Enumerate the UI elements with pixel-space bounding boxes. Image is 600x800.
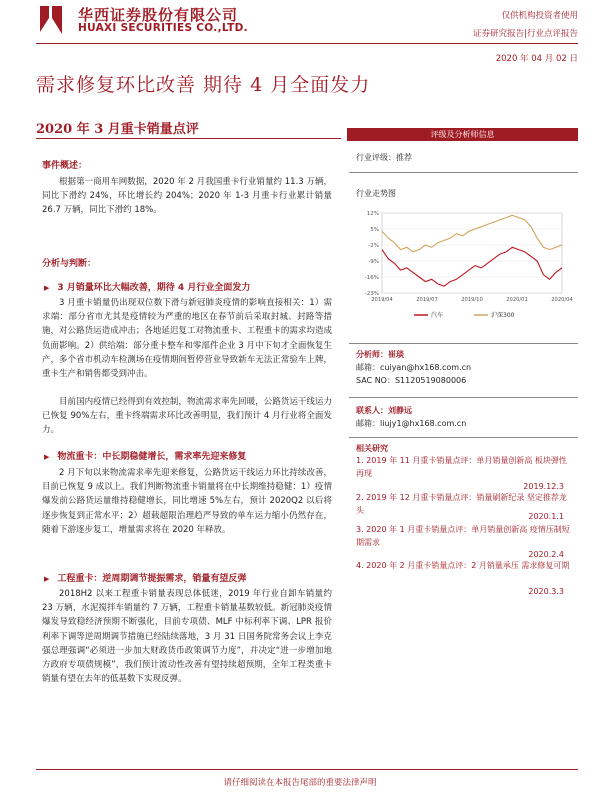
- chart-x-tick-label: 2020/01: [506, 297, 528, 303]
- chart-series-line: [382, 215, 562, 252]
- chart-y-tick-label: -9%: [368, 259, 379, 265]
- related-report-1[interactable]: 1. 2019 年 11 月重卡销量点评：单月销量创新高 板块弹性再现: [356, 456, 567, 478]
- legal-notice: 请仔细阅读在本报告尾部的重要法律声明: [223, 778, 377, 788]
- chart-x-tick-label: 2019/04: [371, 297, 393, 303]
- bullet-triangle-icon: ▶: [44, 284, 50, 292]
- chart-series-line: [382, 247, 562, 286]
- report-date: 2020 年 04 月 02 日: [495, 54, 578, 64]
- chart-x-tick-label: 2019/10: [461, 297, 483, 303]
- related-report-2-date: 2020.1.1: [528, 512, 564, 521]
- footer-divider: [36, 769, 578, 770]
- event-heading: 事件概述：: [42, 161, 88, 171]
- chart-y-tick-label: 12%: [366, 211, 379, 217]
- subtitle-divider: [36, 138, 341, 139]
- point-1-title: [44, 280, 334, 293]
- analyst-2-name: 联系人：刘静远: [356, 406, 412, 415]
- point-1-paragraph-2: 目前国内疫情已经得到有效控制，物流需求率先回暖，公路货运干线运力已恢复 90%左右，重卡终端需求环比改善明显，我们预计 4 月行业将全面发力。: [42, 397, 332, 436]
- related-report-1-date: 2019.12.3: [523, 482, 564, 491]
- point-2-paragraph: 2 月下旬以来物流需求率先迎来修复，公路货运干线运力环比持续改善，目前已恢复 9 成以上。我们判断物流重卡销量将在中长期维持稳健：1）疫情爆发前公路货运量维持稳健增长，同比增速 5%左右，预计 2020Q2 以后将逐步恢复到正常水平；2）超载超限治理趋严导致的单车运力缩小仍然存在，随着下游逐步复工，增量需求将在 2020 年释放。: [42, 468, 332, 535]
- report-subtitle: 2020 年 3 月重卡销量点评: [36, 122, 199, 137]
- related-report-3[interactable]: 3. 2020 年 1 月重卡销量点评：单月销量创新高 疫情压制短期需求: [356, 525, 570, 547]
- audience-note: 仅供机构投资者使用: [501, 11, 578, 21]
- analyst-2-email: 邮箱：liujy1@hx168.com.cn: [356, 419, 467, 428]
- bullet-triangle-icon: ▶: [44, 575, 50, 583]
- sidebar-divider: [349, 437, 578, 438]
- analysis-heading: 分析与判断：: [42, 259, 97, 269]
- sidebar-divider: [349, 172, 578, 173]
- industry-trend-chart: [352, 205, 574, 335]
- industry-rating: 行业评级：推荐: [356, 153, 412, 162]
- point-3-paragraph: 2018H2 以来工程重卡销量表现总体低迷，2019 年行业自卸车销量约 23 万辆，水泥搅拌车销量约 7 万辆，工程重卡销量基数较低。新冠肺炎疫情爆发导致稳经济预期不断强化，目前专项债、MLF 中标利率下调、LPR 报价利率下调等逆周期调节措施已经陆续落地，3 月 31 日国务院常务会议上李克强总理强调“必须进一步加大财政货币政策调节力度”，并决定“进一步增加地方政府专项债规模”，我们预计流动性改善有望持续超预期，全年工程类重卡销量有望在去年的低基数下实现反弹。: [42, 589, 332, 685]
- related-report-4[interactable]: 4. 2020 年 2 月重卡销量点评：2 月销量承压 需求修复可期: [356, 561, 570, 570]
- related-report-2[interactable]: 2. 2019 年 12 月重卡销量点评：销量刷新纪录 坚定推荐龙头: [356, 493, 567, 515]
- analyst-1-email: 邮箱：cuiyan@hx168.com.cn: [356, 363, 472, 372]
- analyst-1-name: 分析师：崔琰: [356, 350, 404, 359]
- point-1-paragraph-1: 3 月重卡销量仍出现双位数下滑与新冠肺炎疫情的影响直接相关：1）需求端：部分省市尤其是疫情较为严重的地区在春节前后采取封城、封路等措施，对公路货运造成冲击；各地延迟复工对物流重卡、工程重卡的需求均造成负面影响。2）供给端：部分重卡整车和零部件企业 3 月中下旬才全面恢复生产，多个省市机动车检测场在疫情期间暂停营业导致新车无法正常验车上牌，重卡生产和销售都受到冲击。: [42, 298, 332, 380]
- related-report-3-date: 2020.2.4: [528, 550, 564, 559]
- sidebar-band: 评级及分析师信息: [347, 128, 578, 141]
- chart-legend-label: 沪深300: [491, 312, 515, 319]
- event-paragraph: 根据第一商用车网数据，2020 年 2 月我国重卡行业销量约 11.3 万辆，同比下滑约 24%，环比增长约 204%；2020 年 1-3 月重卡行业累计销量 26.7 万辆，同比下滑约 18%。: [42, 177, 332, 216]
- chart-y-tick-label: -23%: [364, 291, 379, 297]
- chart-y-tick-label: -2%: [368, 243, 379, 249]
- chart-title: 行业走势图: [356, 189, 396, 198]
- chart-y-tick-label: 5%: [370, 227, 379, 233]
- header-divider: [36, 43, 578, 44]
- company-name-cn: 华西证券股份有限公司: [78, 6, 239, 24]
- report-headline: 需求修复环比改善 期待 4 月全面发力: [36, 74, 371, 96]
- related-report-4-date: 2020.3.3: [528, 587, 564, 596]
- related-research-heading: 相关研究: [356, 444, 388, 453]
- sidebar-divider: [349, 397, 578, 398]
- report-type: 证券研究报告|行业点评报告: [473, 29, 578, 39]
- point-1-title-text: 3 月销量环比大幅改善，期待 4 月行业全面发力: [57, 283, 251, 293]
- sidebar-divider: [349, 343, 578, 344]
- point-3-title-text: 工程重卡：逆周期调节提振需求，销量有望反弹: [57, 574, 247, 584]
- company-logo-icon: [36, 4, 66, 36]
- point-2-title-text: 物流重卡：中长期稳健增长，需求率先迎来修复: [57, 452, 247, 462]
- bullet-triangle-icon: ▶: [44, 453, 50, 461]
- chart-x-tick-label: 2019/07: [416, 297, 438, 303]
- point-3-title: [44, 571, 334, 584]
- chart-plot-frame: [382, 213, 562, 293]
- point-2-title: [44, 449, 334, 462]
- company-name-en: HUAXI SECURITIES CO.,LTD.: [78, 22, 248, 34]
- analyst-1-sac: SAC NO：S1120519080006: [356, 376, 467, 385]
- chart-y-tick-label: -16%: [364, 275, 379, 281]
- chart-legend-label: 汽车: [431, 312, 444, 319]
- chart-x-tick-label: 2020/04: [551, 297, 573, 303]
